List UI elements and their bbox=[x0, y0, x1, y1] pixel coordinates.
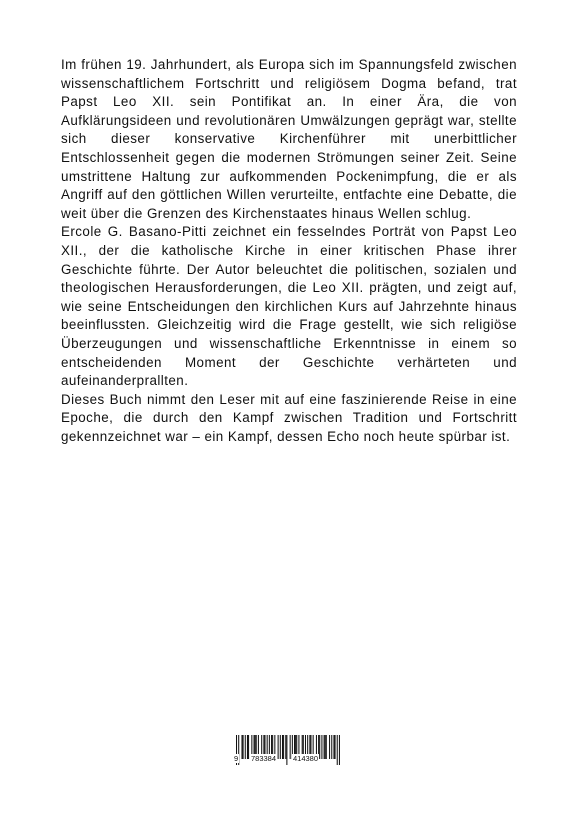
barcode-left-group: 783384 bbox=[251, 754, 277, 763]
blurb-text bbox=[61, 56, 517, 446]
barcode-right-group: 414380 bbox=[293, 754, 319, 763]
barcode-digits bbox=[236, 753, 340, 765]
blurb-paragraph-3: Dieses Buch nimmt den Leser mit auf eine faszinierende Reise in eine Epoche, die durch den Kampf zwischen Tradition und Fortschritt gekennzeichnet war – ein Kampf, dessen Echo noch heute spürbar ist. bbox=[61, 391, 517, 444]
barcode-first-digit: 9 bbox=[234, 754, 239, 763]
blurb-paragraph-1: Im frühen 19. Jahrhundert, als Europa sich im Spannungsfeld zwischen wissenschaftlichem Fortschritt und religiösem Dogma befand, trat Papst Leo XII. sein Pontifikat an. In einer Ära, die von Aufklärungsideen und revolutionären Umwälzungen geprägt war, stellte sich dieser konservative Kirchenführer mit unerbittlicher Entschlossenheit gegen die modernen Strömungen seiner Zeit. Seine umstrittene Haltung zur aufkommenden Pockenimpfung, die er als Angriff auf den göttlichen Willen verurteilte, entfachte eine Debatte, die weit über die Grenzen des Kirchenstaates hinaus Wellen schlug. bbox=[61, 57, 517, 221]
blurb-paragraph-2: Ercole G. Basano-Pitti zeichnet ein fesselndes Porträt von Papst Leo XII., der die katholische Kirche in einer kritischen Phase ihrer Geschichte führte. Der Autor beleuchtet die politischen, sozialen und theologischen Herausforderungen, die Leo XII. prägten, und zeigt auf, wie seine Entscheidungen den kirchlichen Kurs auf Jahrzehnte hinaus beeinflussten. Gleichzeitig wird die Frage gestellt, wie sich religiöse Überzeugungen und wissenschaftliche Erkenntnisse in einem so entscheidenden Moment der Geschichte verhärteten und aufeinanderprallten. bbox=[61, 224, 517, 389]
